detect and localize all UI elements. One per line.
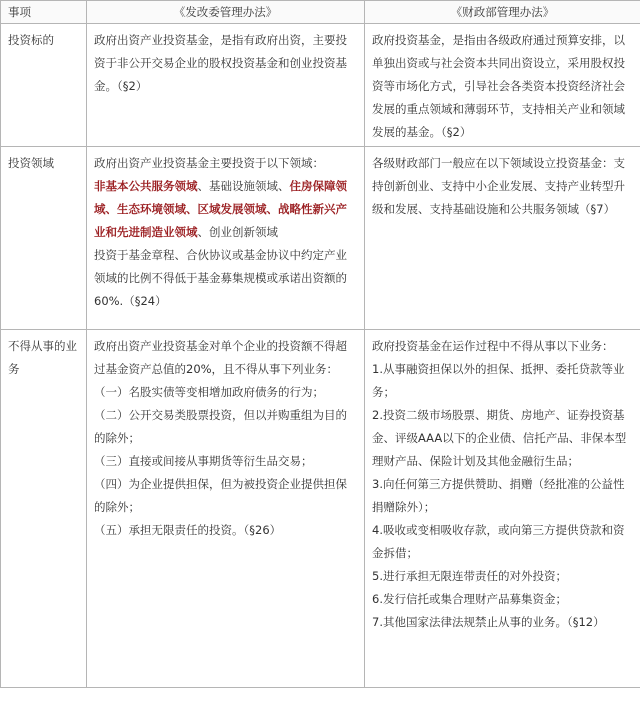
table-row-investment-target [1, 24, 640, 147]
mof-cell [365, 24, 640, 147]
list-item: 5.进行承担无限连带责任的对外投资； [372, 569, 567, 583]
header-mof: 《财政部管理办法》 [365, 1, 640, 24]
list-item: （三）直接或间接从事期货等衍生品交易； [94, 454, 313, 468]
paragraph: 政府投资基金在运作过程中不得从事以下业务： [372, 339, 614, 353]
ndrc-cell [87, 24, 365, 147]
table-row-investment-areas [1, 147, 640, 330]
list-item: （四）为企业提供担保，但为被投资企业提供担保的除外； [94, 477, 347, 514]
mof-cell [365, 330, 640, 688]
area-text: 、创业创新领域 [197, 225, 278, 239]
table-row-prohibited-business [1, 330, 640, 688]
ndrc-cell [87, 147, 365, 330]
mof-cell [365, 147, 640, 330]
area-highlight: 非基本公共服务领域 [94, 179, 198, 193]
paragraph: 政府投资基金，是指由各级政府通过预算安排，以单独出资或与社会资本共同出资设立，采用股权投资等市场化方式，引导社会各类资本投资经济社会发展的重点领域和薄弱环节，支持相关产业和领域发展的基金。（§2） [372, 33, 625, 139]
list-item: （二）公开交易类股票投资，但以并购重组为目的的除外； [94, 408, 347, 445]
list-item: 1.从事融资担保以外的担保、抵押、委托贷款等业务； [372, 362, 625, 399]
area-highlight: 住房保障领域、生态环境领域、区域发展领域、战略性新兴产业和先进制造业领域 [94, 179, 347, 239]
paragraph: 投资于基金章程、合伙协议或基金协议中约定产业领域的比例不得低于基金募集规模或承诺出资额的60%.（§24） [94, 248, 347, 308]
list-item: 3.向任何第三方提供赞助、捐赠（经批准的公益性捐赠除外）； [372, 477, 625, 514]
header-ndrc: 《发改委管理办法》 [87, 1, 365, 24]
area-text: 、基础设施领域、 [197, 179, 290, 193]
header-item: 事项 [1, 1, 87, 24]
list-item: 2.投资二级市场股票、期货、房地产、证券投资基金、评级AAA以下的企业债、信托产品、非保本型理财产品、保险计划及其他金融衍生品； [372, 408, 627, 468]
paragraph: 政府出资产业投资基金主要投资于以下领域： [94, 156, 324, 170]
list-item: 7.其他国家法律法规禁止从事的业务。（§12） [372, 615, 605, 629]
list-item: （一）名股实债等变相增加政府债务的行为； [94, 385, 324, 399]
ndrc-cell [87, 330, 365, 688]
list-item: 6.发行信托或集合理财产品募集资金； [372, 592, 567, 606]
paragraph: 政府出资产业投资基金对单个企业的投资额不得超过基金资产总值的20%，且不得从事下列业务： [94, 339, 347, 376]
paragraph: 政府出资产业投资基金，是指有政府出资，主要投资于非公开交易企业的股权投资基金和创业投资基金。（§2） [94, 33, 347, 93]
row-label: 投资标的 [1, 24, 87, 147]
header-row [1, 1, 640, 24]
areas-paragraph [94, 175, 357, 244]
list-item: （五）承担无限责任的投资。（§26） [94, 523, 282, 537]
row-label: 投资领域 [1, 147, 87, 330]
list-item: 4.吸收或变相吸收存款，或向第三方提供贷款和资金拆借； [372, 523, 625, 560]
row-label: 不得从事的业务 [1, 330, 87, 688]
paragraph: 各级财政部门一般应在以下领域设立投资基金：支持创新创业、支持中小企业发展、支持产业转型升级和发展、支持基础设施和公共服务领域（§7） [372, 156, 625, 216]
